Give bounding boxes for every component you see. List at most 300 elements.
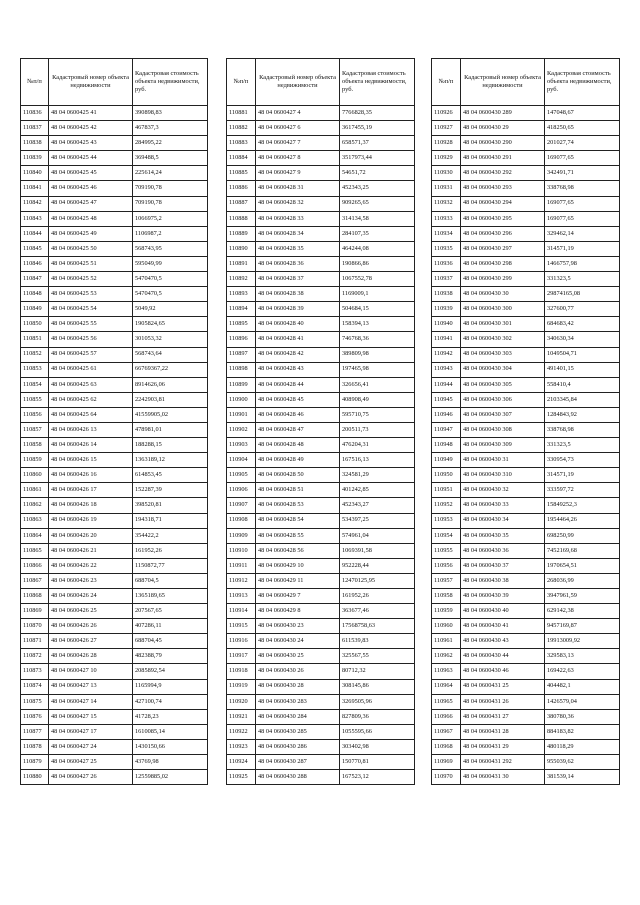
table-row — [21, 106, 208, 121]
table-row — [21, 438, 208, 453]
cadastral-number-cell: 48 04 0600426 28 — [49, 649, 133, 664]
table-row — [21, 121, 208, 136]
row-number-cell: 110845 — [21, 241, 49, 256]
cadastral-cost-cell: 476204,31 — [340, 438, 415, 453]
table-row — [21, 136, 208, 151]
header-cadastral-cost: Кадастровая стоимость объекта недвижимости, руб. — [133, 59, 208, 106]
table-row — [21, 528, 208, 543]
cadastral-number-cell: 48 04 0600425 51 — [49, 256, 133, 271]
table-row — [432, 694, 620, 709]
table-row — [432, 422, 620, 437]
table-row — [227, 211, 415, 226]
table-row — [227, 483, 415, 498]
row-number-cell: 110961 — [432, 634, 461, 649]
table-row — [227, 498, 415, 513]
row-number-cell: 110851 — [21, 332, 49, 347]
cadastral-cost-cell: 147048,67 — [545, 106, 620, 121]
row-number-cell: 110858 — [21, 438, 49, 453]
cadastral-number-cell: 48 04 0600428 56 — [256, 543, 340, 558]
row-number-cell: 110855 — [21, 392, 49, 407]
row-number-cell: 110909 — [227, 528, 256, 543]
table-row — [227, 438, 415, 453]
row-number-cell: 110898 — [227, 362, 256, 377]
row-number-cell: 110886 — [227, 181, 256, 196]
row-number-cell: 110872 — [21, 649, 49, 664]
table-header-row — [21, 59, 208, 106]
cadastral-cost-cell: 482388,79 — [133, 649, 208, 664]
table-row — [21, 634, 208, 649]
cadastral-number-cell: 48 04 0600428 33 — [256, 211, 340, 226]
row-number-cell: 110917 — [227, 649, 256, 664]
row-number-cell: 110875 — [21, 694, 49, 709]
cadastral-cost-cell: 407286,11 — [133, 619, 208, 634]
cadastral-number-cell: 48 04 0600430 295 — [461, 211, 545, 226]
row-number-cell: 110866 — [21, 558, 49, 573]
table-row — [432, 528, 620, 543]
table-row — [21, 181, 208, 196]
table-row — [21, 151, 208, 166]
cadastral-cost-cell: 268036,99 — [545, 573, 620, 588]
table-row — [227, 739, 415, 754]
table-row — [432, 256, 620, 271]
cadastral-number-cell: 48 04 0600430 299 — [461, 272, 545, 287]
cadastral-number-cell: 48 04 0600426 14 — [49, 438, 133, 453]
cadastral-cost-cell: 1165994,9 — [133, 679, 208, 694]
cadastral-number-cell: 48 04 0600425 44 — [49, 151, 133, 166]
cadastral-cost-cell: 9457169,87 — [545, 619, 620, 634]
table-row — [227, 573, 415, 588]
row-number-cell: 110946 — [432, 407, 461, 422]
row-number-cell: 110882 — [227, 121, 256, 136]
row-number-cell: 110837 — [21, 121, 49, 136]
cadastral-number-cell: 48 04 0600427 17 — [49, 724, 133, 739]
cadastral-number-cell: 48 04 0600430 307 — [461, 407, 545, 422]
cadastral-cost-cell: 827809,36 — [340, 709, 415, 724]
row-number-cell: 110884 — [227, 151, 256, 166]
table-row — [21, 196, 208, 211]
cadastral-cost-cell: 611539,83 — [340, 634, 415, 649]
cadastral-cost-cell: 308145,86 — [340, 679, 415, 694]
row-number-cell: 110856 — [21, 407, 49, 422]
cadastral-number-cell: 48 04 0600430 283 — [256, 694, 340, 709]
cadastral-number-cell: 48 04 0600428 35 — [256, 241, 340, 256]
row-number-cell: 110968 — [432, 739, 461, 754]
table-row — [227, 709, 415, 724]
table-row — [227, 694, 415, 709]
cadastral-number-cell: 48 04 0600425 52 — [49, 272, 133, 287]
cadastral-number-cell: 48 04 0600428 44 — [256, 377, 340, 392]
table-row — [21, 619, 208, 634]
row-number-cell: 110919 — [227, 679, 256, 694]
row-number-cell: 110943 — [432, 362, 461, 377]
cadastral-cost-cell: 398520,81 — [133, 498, 208, 513]
cadastral-number-cell: 48 04 0600425 50 — [49, 241, 133, 256]
row-number-cell: 110854 — [21, 377, 49, 392]
table-row — [21, 664, 208, 679]
cadastral-number-cell: 48 04 0600427 15 — [49, 709, 133, 724]
table-row — [432, 332, 620, 347]
cadastral-number-cell: 48 04 0600426 25 — [49, 604, 133, 619]
cadastral-cost-cell: 331323,5 — [545, 438, 620, 453]
table-row — [227, 664, 415, 679]
cadastral-number-cell: 48 04 0600430 29 — [461, 121, 545, 136]
row-number-cell: 110890 — [227, 241, 256, 256]
cadastral-cost-cell: 418250,65 — [545, 121, 620, 136]
table-row — [21, 332, 208, 347]
cadastral-number-cell: 48 04 0600428 51 — [256, 483, 340, 498]
cadastral-cost-cell: 314571,19 — [545, 468, 620, 483]
cadastral-cost-cell: 746768,36 — [340, 332, 415, 347]
row-number-cell: 110913 — [227, 589, 256, 604]
cadastral-number-cell: 48 04 0600430 292 — [461, 166, 545, 181]
cadastral-cost-cell: 301053,32 — [133, 332, 208, 347]
table-row — [432, 166, 620, 181]
cadastral-cost-cell: 3517973,44 — [340, 151, 415, 166]
cadastral-cost-cell: 326656,41 — [340, 377, 415, 392]
cadastral-number-cell: 48 04 0600428 31 — [256, 181, 340, 196]
table-row — [227, 589, 415, 604]
row-number-cell: 110923 — [227, 739, 256, 754]
cadastral-number-cell: 48 04 0600431 28 — [461, 724, 545, 739]
cadastral-cost-cell: 80712,32 — [340, 664, 415, 679]
cadastral-cost-cell: 688704,45 — [133, 634, 208, 649]
row-number-cell: 110864 — [21, 528, 49, 543]
cadastral-cost-cell: 338768,98 — [545, 181, 620, 196]
row-number-cell: 110937 — [432, 272, 461, 287]
cadastral-number-cell: 48 04 0600428 54 — [256, 513, 340, 528]
table-row — [432, 558, 620, 573]
table-row — [432, 121, 620, 136]
cadastral-cost-cell: 41559905,02 — [133, 407, 208, 422]
row-number-cell: 110915 — [227, 619, 256, 634]
row-number-cell: 110848 — [21, 287, 49, 302]
table-row — [432, 136, 620, 151]
cadastral-number-cell: 48 04 0600430 31 — [461, 453, 545, 468]
cadastral-cost-cell: 340630,34 — [545, 332, 620, 347]
row-number-cell: 110843 — [21, 211, 49, 226]
cadastral-cost-cell: 709190,78 — [133, 196, 208, 211]
row-number-cell: 110841 — [21, 181, 49, 196]
row-number-cell: 110933 — [432, 211, 461, 226]
table-row — [432, 377, 620, 392]
table-row — [432, 407, 620, 422]
row-number-cell: 110911 — [227, 558, 256, 573]
row-number-cell: 110857 — [21, 422, 49, 437]
cadastral-number-cell: 48 04 0600430 24 — [256, 634, 340, 649]
cadastral-number-cell: 48 04 0600431 26 — [461, 694, 545, 709]
cadastral-cost-cell: 303402,98 — [340, 739, 415, 754]
table-row — [432, 604, 620, 619]
row-number-cell: 110951 — [432, 483, 461, 498]
header-cadastral-number: Кадастровый номер объекта недвижимости — [49, 59, 133, 106]
row-number-cell: 110925 — [227, 770, 256, 785]
cadastre-table-right — [431, 58, 620, 785]
cadastral-number-cell: 48 04 0600430 290 — [461, 136, 545, 151]
table-row — [432, 739, 620, 754]
row-number-cell: 110874 — [21, 679, 49, 694]
cadastral-cost-cell: 1067552,78 — [340, 272, 415, 287]
row-number-cell: 110908 — [227, 513, 256, 528]
cadastral-number-cell: 48 04 0600430 296 — [461, 226, 545, 241]
cadastral-number-cell: 48 04 0600428 32 — [256, 196, 340, 211]
cadastral-number-cell: 48 04 0600428 43 — [256, 362, 340, 377]
cadastral-cost-cell: 314134,58 — [340, 211, 415, 226]
cadastral-cost-cell: 363677,46 — [340, 604, 415, 619]
cadastral-cost-cell: 389809,98 — [340, 347, 415, 362]
row-number-cell: 110962 — [432, 649, 461, 664]
table-row — [21, 317, 208, 332]
cadastral-number-cell: 48 04 0600428 49 — [256, 453, 340, 468]
cadastral-cost-cell: 1284843,92 — [545, 407, 620, 422]
table-row — [432, 272, 620, 287]
cadastral-cost-cell: 688704,5 — [133, 573, 208, 588]
row-number-cell: 110902 — [227, 422, 256, 437]
cadastral-number-cell: 48 04 0600431 27 — [461, 709, 545, 724]
cadastral-cost-cell: 478981,01 — [133, 422, 208, 437]
cadastral-number-cell: 48 04 0600430 297 — [461, 241, 545, 256]
table-row — [21, 604, 208, 619]
cadastral-cost-cell: 955039,62 — [545, 755, 620, 770]
table-row — [227, 362, 415, 377]
table-row — [227, 272, 415, 287]
cadastral-number-cell: 48 04 0600430 46 — [461, 664, 545, 679]
row-number-cell: 110960 — [432, 619, 461, 634]
cadastral-cost-cell: 467837,3 — [133, 121, 208, 136]
cadastral-cost-cell: 12559885,02 — [133, 770, 208, 785]
cadastral-cost-cell: 1466757,98 — [545, 256, 620, 271]
table-row — [21, 211, 208, 226]
row-number-cell: 110876 — [21, 709, 49, 724]
table-row — [432, 634, 620, 649]
cadastral-number-cell: 48 04 0600430 294 — [461, 196, 545, 211]
cadastral-cost-cell: 188288,15 — [133, 438, 208, 453]
row-number-cell: 110940 — [432, 317, 461, 332]
row-number-cell: 110879 — [21, 755, 49, 770]
cadastral-number-cell: 48 04 0600431 30 — [461, 770, 545, 785]
cadastral-number-cell: 48 04 0600430 310 — [461, 468, 545, 483]
cadastral-cost-cell: 200511,73 — [340, 422, 415, 437]
cadastral-cost-cell: 17568758,63 — [340, 619, 415, 634]
cadastral-cost-cell: 12470125,95 — [340, 573, 415, 588]
cadastral-cost-cell: 401242,85 — [340, 483, 415, 498]
cadastral-cost-cell: 329583,13 — [545, 649, 620, 664]
table-row — [432, 181, 620, 196]
row-number-cell: 110895 — [227, 317, 256, 332]
table-row — [432, 392, 620, 407]
cadastral-cost-cell: 15849252,3 — [545, 498, 620, 513]
cadastral-cost-cell: 1905824,65 — [133, 317, 208, 332]
cadastral-number-cell: 48 04 0600430 285 — [256, 724, 340, 739]
row-number-cell: 110865 — [21, 543, 49, 558]
cadastral-cost-cell: 29874165,08 — [545, 287, 620, 302]
cadastral-number-cell: 48 04 0600430 309 — [461, 438, 545, 453]
table-row — [432, 211, 620, 226]
cadastral-cost-cell: 452343,25 — [340, 181, 415, 196]
table-row — [21, 770, 208, 785]
row-number-cell: 110871 — [21, 634, 49, 649]
cadastral-cost-cell: 284107,35 — [340, 226, 415, 241]
table-row — [21, 302, 208, 317]
cadastral-cost-cell: 698250,99 — [545, 528, 620, 543]
cadastral-number-cell: 48 04 0600430 293 — [461, 181, 545, 196]
cadastral-cost-cell: 314571,19 — [545, 241, 620, 256]
table-row — [21, 739, 208, 754]
table-row — [227, 453, 415, 468]
row-number-cell: 110955 — [432, 543, 461, 558]
cadastral-cost-cell: 207567,65 — [133, 604, 208, 619]
row-number-cell: 110935 — [432, 241, 461, 256]
cadastral-cost-cell: 54651,72 — [340, 166, 415, 181]
row-number-cell: 110896 — [227, 332, 256, 347]
row-number-cell: 110861 — [21, 483, 49, 498]
row-number-cell: 110889 — [227, 226, 256, 241]
table-row — [227, 151, 415, 166]
row-number-cell: 110956 — [432, 558, 461, 573]
row-number-cell: 110916 — [227, 634, 256, 649]
header-cadastral-cost: Кадастровая стоимость объекта недвижимости, руб. — [545, 59, 620, 106]
cadastral-number-cell: 48 04 0600425 53 — [49, 287, 133, 302]
row-number-cell: 110862 — [21, 498, 49, 513]
cadastral-number-cell: 48 04 0600425 42 — [49, 121, 133, 136]
cadastral-number-cell: 48 04 0600425 49 — [49, 226, 133, 241]
row-number-cell: 110859 — [21, 453, 49, 468]
cadastral-cost-cell: 534397,25 — [340, 513, 415, 528]
table-row — [432, 664, 620, 679]
table-row — [21, 649, 208, 664]
table-row — [21, 347, 208, 362]
cadastral-number-cell: 48 04 0600430 43 — [461, 634, 545, 649]
cadastral-cost-cell: 19913009,92 — [545, 634, 620, 649]
table-row — [227, 604, 415, 619]
cadastral-cost-cell: 169077,65 — [545, 196, 620, 211]
table-row — [432, 724, 620, 739]
header-num: №п/п — [21, 59, 49, 106]
cadastral-number-cell: 48 04 0600427 7 — [256, 136, 340, 151]
cadastral-cost-cell: 404482,1 — [545, 679, 620, 694]
cadastral-cost-cell: 167523,12 — [340, 770, 415, 785]
cadastral-cost-cell: 408908,49 — [340, 392, 415, 407]
cadastral-cost-cell: 3269505,96 — [340, 694, 415, 709]
cadastral-cost-cell: 354422,2 — [133, 528, 208, 543]
cadastral-number-cell: 48 04 0600428 38 — [256, 287, 340, 302]
cadastral-number-cell: 48 04 0600427 6 — [256, 121, 340, 136]
cadastral-cost-cell: 338768,98 — [545, 422, 620, 437]
table-row — [227, 302, 415, 317]
row-number-cell: 110883 — [227, 136, 256, 151]
table-row — [227, 317, 415, 332]
cadastral-number-cell: 48 04 0600430 301 — [461, 317, 545, 332]
row-number-cell: 110907 — [227, 498, 256, 513]
cadastral-number-cell: 48 04 0600430 37 — [461, 558, 545, 573]
row-number-cell: 110906 — [227, 483, 256, 498]
cadastral-cost-cell: 1150872,77 — [133, 558, 208, 573]
cadastral-cost-cell: 7452169,68 — [545, 543, 620, 558]
cadastral-cost-cell: 574961,04 — [340, 528, 415, 543]
cadastral-number-cell: 48 04 0600430 287 — [256, 755, 340, 770]
cadastral-cost-cell: 329462,14 — [545, 226, 620, 241]
row-number-cell: 110969 — [432, 755, 461, 770]
cadastral-cost-cell: 7766828,35 — [340, 106, 415, 121]
cadastral-cost-cell: 161952,26 — [340, 589, 415, 604]
table-row — [227, 241, 415, 256]
cadastral-cost-cell: 595710,75 — [340, 407, 415, 422]
cadastral-number-cell: 48 04 0600427 9 — [256, 166, 340, 181]
cadastral-number-cell: 48 04 0600425 45 — [49, 166, 133, 181]
cadastral-number-cell: 48 04 0600430 305 — [461, 377, 545, 392]
cadastral-cost-cell: 1426579,04 — [545, 694, 620, 709]
cadastral-number-cell: 48 04 0600431 292 — [461, 755, 545, 770]
row-number-cell: 110844 — [21, 226, 49, 241]
cadastral-number-cell: 48 04 0600430 35 — [461, 528, 545, 543]
row-number-cell: 110931 — [432, 181, 461, 196]
row-number-cell: 110932 — [432, 196, 461, 211]
table-row — [432, 468, 620, 483]
cadastral-cost-cell: 491401,15 — [545, 362, 620, 377]
row-number-cell: 110949 — [432, 453, 461, 468]
row-number-cell: 110967 — [432, 724, 461, 739]
cadastral-number-cell: 48 04 0600430 284 — [256, 709, 340, 724]
table-row — [21, 498, 208, 513]
cadastral-cost-cell: 381539,14 — [545, 770, 620, 785]
row-number-cell: 110892 — [227, 272, 256, 287]
row-number-cell: 110966 — [432, 709, 461, 724]
row-number-cell: 110868 — [21, 589, 49, 604]
cadastral-number-cell: 48 04 0600430 26 — [256, 664, 340, 679]
cadastral-number-cell: 48 04 0600430 304 — [461, 362, 545, 377]
row-number-cell: 110936 — [432, 256, 461, 271]
row-number-cell: 110952 — [432, 498, 461, 513]
row-number-cell: 110924 — [227, 755, 256, 770]
cadastral-number-cell: 48 04 0600426 17 — [49, 483, 133, 498]
cadastral-number-cell: 48 04 0600430 300 — [461, 302, 545, 317]
cadastral-cost-cell: 1430150,66 — [133, 739, 208, 754]
row-number-cell: 110944 — [432, 377, 461, 392]
table-row — [227, 422, 415, 437]
table-row — [21, 287, 208, 302]
row-number-cell: 110878 — [21, 739, 49, 754]
cadastral-number-cell: 48 04 0600428 50 — [256, 468, 340, 483]
table-row — [432, 287, 620, 302]
cadastral-cost-cell: 1106987,2 — [133, 226, 208, 241]
cadastral-cost-cell: 201027,74 — [545, 136, 620, 151]
row-number-cell: 110970 — [432, 770, 461, 785]
cadastral-number-cell: 48 04 0600427 8 — [256, 151, 340, 166]
row-number-cell: 110921 — [227, 709, 256, 724]
table-row — [432, 151, 620, 166]
row-number-cell: 110901 — [227, 407, 256, 422]
cadastral-number-cell: 48 04 0600430 44 — [461, 649, 545, 664]
cadastral-number-cell: 48 04 0600430 32 — [461, 483, 545, 498]
row-number-cell: 110912 — [227, 573, 256, 588]
row-number-cell: 110938 — [432, 287, 461, 302]
cadastral-cost-cell: 464244,08 — [340, 241, 415, 256]
table-row — [227, 196, 415, 211]
row-number-cell: 110914 — [227, 604, 256, 619]
cadastral-cost-cell: 5470470,5 — [133, 272, 208, 287]
row-number-cell: 110934 — [432, 226, 461, 241]
table-row — [21, 362, 208, 377]
header-cadastral-number: Кадастровый номер объекта недвижимости — [461, 59, 545, 106]
table-row — [432, 302, 620, 317]
cadastral-cost-cell: 2103345,84 — [545, 392, 620, 407]
cadastral-number-cell: 48 04 0600428 34 — [256, 226, 340, 241]
cadastral-cost-cell: 684683,42 — [545, 317, 620, 332]
table-row — [432, 649, 620, 664]
table-row — [21, 272, 208, 287]
table-row — [227, 755, 415, 770]
row-number-cell: 110942 — [432, 347, 461, 362]
cadastral-cost-cell: 3947961,59 — [545, 589, 620, 604]
